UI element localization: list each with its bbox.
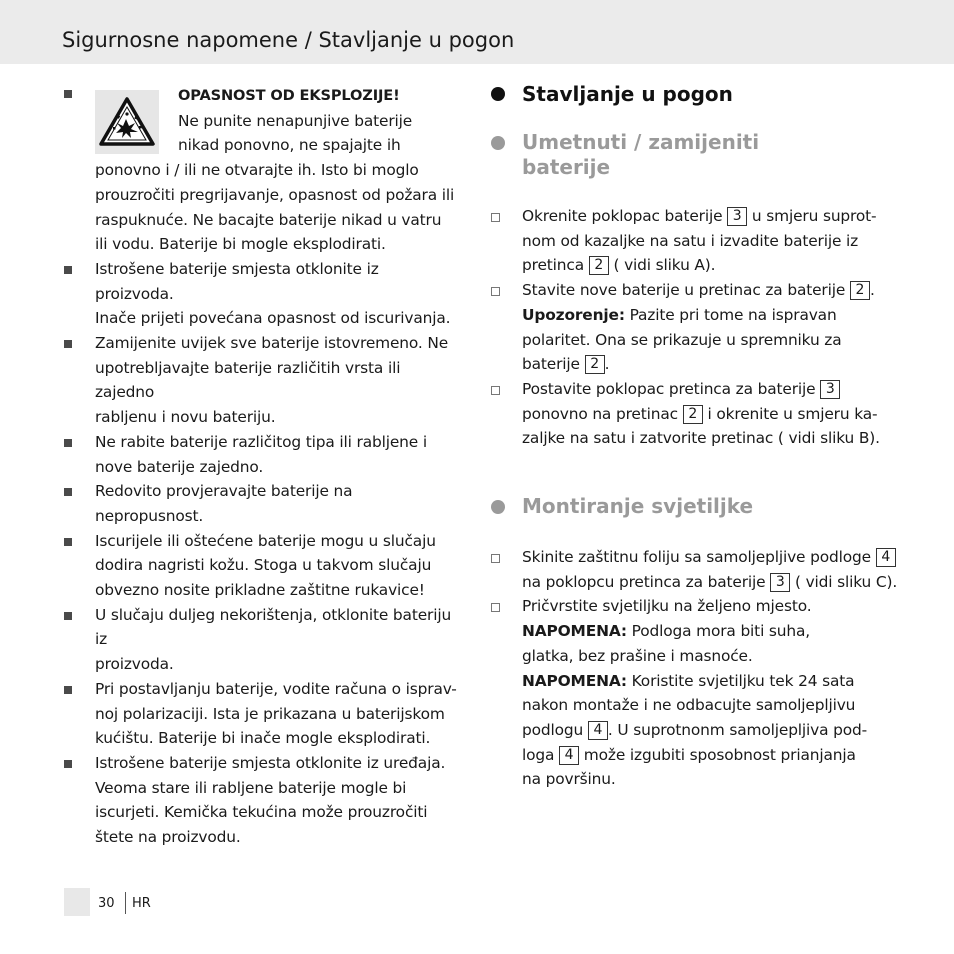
text-line: rabljenu i novu bateriju.	[95, 408, 276, 427]
safety-notes-column	[64, 84, 462, 850]
bullet-dot-icon	[491, 136, 505, 150]
heading-text: Umetnuti / zamijeniti	[522, 130, 760, 154]
checkbox-bullet-icon	[491, 386, 500, 395]
page-title: Sigurnosne napomene / Stavljanje u pogon	[62, 28, 515, 52]
note-label: NAPOMENA:	[522, 622, 627, 641]
safety-list-item	[64, 257, 462, 331]
safety-list-item	[64, 677, 462, 751]
heading-text: baterije	[522, 155, 611, 179]
text-run: ( vidi sliku A).	[613, 256, 716, 275]
part-ref: 4	[559, 746, 579, 765]
bullet-square-icon	[64, 266, 72, 274]
text-line: raspuknuće. Ne bacajte baterije nikad u vatru	[95, 210, 442, 229]
warning-text-rest	[95, 158, 462, 257]
text-run: Postavite poklopac pretinca za baterije	[522, 379, 816, 398]
text-line: Istrošene baterije smjesta otklonite iz uređaja.	[95, 753, 446, 772]
safety-list-item	[64, 529, 462, 603]
part-ref: 3	[820, 380, 840, 399]
text-line: glatka, bez prašine i masnoće.	[522, 646, 753, 665]
text-line	[522, 204, 900, 229]
page-header	[0, 0, 954, 64]
part-ref: 3	[727, 207, 747, 226]
checkbox-bullet-icon	[491, 554, 500, 563]
step-item	[490, 545, 900, 594]
text-run: Skinite zaštitnu foliju sa samoljepljive podloge	[522, 548, 871, 567]
text-line: Zamijenite uvijek sve baterije istovremeno. Ne	[95, 334, 449, 353]
bullet-square-icon	[64, 439, 72, 447]
bullet-square-icon	[64, 340, 72, 348]
text-line: iscurjeti. Kemička tekućina može prouzročiti	[95, 803, 428, 822]
text-line	[522, 545, 900, 570]
checkbox-bullet-icon	[491, 287, 500, 296]
text-line: nikad ponovno, ne spajajte ih	[178, 136, 401, 155]
text-line: U slučaju duljeg nekorištenja, otklonite bateriju iz	[95, 605, 452, 649]
main-section-heading	[490, 80, 900, 108]
text-line: nove baterije zajedno.	[95, 457, 264, 476]
text-line: Ne rabite baterije različitog tipa ili rabljene i	[95, 432, 427, 451]
text-line: Pri postavljanju baterije, vodite računa o isprav-	[95, 679, 457, 698]
text-line: nakon montaže i ne odbacujte samoljepljivu	[522, 696, 856, 715]
text-line	[522, 278, 900, 303]
heading-text: Stavljanje u pogon	[522, 82, 733, 106]
bullet-square-icon	[64, 538, 72, 546]
part-ref: 4	[876, 548, 896, 567]
text-run: Podloga mora biti suha,	[631, 622, 811, 641]
warning-text-top	[178, 109, 462, 158]
page-number: 30	[98, 896, 115, 911]
text-run: Pazite pri tome na ispravan	[629, 305, 837, 324]
text-line: štete na proizvodu.	[95, 828, 241, 847]
text-line: zaljke na satu i zatvorite pretinac ( vidi sliku B).	[522, 429, 880, 448]
text-line: prouzročiti pregrijavanje, opasnost od požara ili	[95, 185, 455, 204]
step-item	[490, 594, 900, 792]
text-line	[522, 352, 900, 377]
text-run: pretinca	[522, 256, 584, 275]
text-line	[522, 718, 900, 743]
text-line: Veoma stare ili rabljene baterije mogle bi	[95, 778, 407, 797]
text-run: Stavite nove baterije u pretinac za baterije	[522, 281, 846, 300]
text-line	[522, 570, 900, 595]
text-run: .	[604, 355, 610, 374]
text-line: na površinu.	[522, 770, 616, 789]
bullet-square-icon	[64, 612, 72, 620]
text-line: Ne punite nenapunjive baterije	[178, 111, 413, 130]
text-line: Iscurijele ili oštećene baterije mogu u slučaju	[95, 531, 436, 550]
text-run: u smjeru suprot-	[751, 207, 877, 225]
mounting-steps	[490, 545, 900, 792]
text-line: noj polarizaciji. Ista je prikazana u baterijskom	[95, 704, 445, 723]
text-line	[522, 303, 900, 328]
footer-divider	[125, 892, 126, 914]
safety-list-item	[64, 479, 462, 528]
text-line: ponovno i / ili ne otvarajte ih. Isto bi moglo	[95, 161, 419, 180]
text-run: može izgubiti sposobnost prianjanja	[583, 745, 856, 764]
text-line	[522, 743, 900, 768]
part-ref: 3	[770, 573, 790, 592]
text-line: obvezno nosite prikladne zaštitne rukavice!	[95, 581, 425, 600]
part-ref: 2	[683, 405, 703, 424]
language-code: HR	[132, 896, 151, 911]
text-run: Koristite svjetiljku tek 24 sata	[631, 671, 855, 690]
text-run: baterije	[522, 355, 580, 374]
part-ref: 2	[585, 355, 605, 374]
text-line: Istrošene baterije smjesta otklonite iz proizvoda.	[95, 259, 379, 303]
checkbox-bullet-icon	[491, 213, 500, 222]
safety-list-item	[64, 430, 462, 479]
explosion-warning-icon	[95, 90, 159, 154]
explosion-warning-block	[64, 84, 462, 257]
warning-heading: OPASNOST OD EKSPLOZIJE!	[178, 87, 400, 104]
bullet-square-icon	[64, 488, 72, 496]
commissioning-column	[490, 80, 900, 792]
text-line	[522, 669, 900, 694]
bullet-square-icon	[64, 90, 72, 98]
text-line: Inače prijeti povećana opasnost od iscurivanja.	[95, 309, 451, 328]
bullet-square-icon	[64, 686, 72, 694]
footer-page-marker	[64, 888, 90, 916]
text-line	[522, 253, 900, 278]
text-line	[522, 619, 900, 644]
warning-label: Upozorenje:	[522, 305, 625, 324]
text-run: loga	[522, 745, 555, 764]
bullet-square-icon	[64, 760, 72, 768]
step-item	[490, 204, 900, 278]
text-run: na poklopcu pretinca za baterije	[522, 572, 766, 591]
text-line: upotrebljavajte baterije različitih vrsta ili zajedno	[95, 358, 401, 402]
text-run: ( vidi sliku C).	[794, 572, 898, 591]
text-run: Okrenite poklopac baterije	[522, 207, 723, 225]
note-label: NAPOMENA:	[522, 671, 627, 690]
text-line: ili vodu. Baterije bi mogle eksplodirati.	[95, 235, 386, 254]
safety-list-item	[64, 603, 462, 677]
heading-text: Montiranje svjetiljke	[522, 494, 754, 519]
text-line: polaritet. Ona se prikazuje u spremniku za	[522, 330, 842, 349]
text-line	[522, 402, 900, 427]
text-line: Pričvrstite svjetiljku na željeno mjesto.	[522, 597, 812, 616]
text-run: ponovno na pretinac	[522, 404, 678, 423]
part-ref: 2	[589, 256, 609, 275]
text-line	[522, 377, 900, 402]
step-item	[490, 278, 900, 377]
bullet-dot-icon	[491, 87, 505, 101]
text-line: nom od kazaljke na satu i izvadite baterije iz	[522, 231, 859, 250]
text-line: kućištu. Baterije bi inače mogle eksplodirati.	[95, 729, 431, 748]
text-line: proizvoda.	[95, 655, 174, 674]
safety-list-item	[64, 331, 462, 430]
text-run: i okrenite u smjeru ka-	[707, 404, 878, 423]
text-line: dodira nagristi kožu. Stoga u takvom slučaju	[95, 556, 432, 575]
subsection-heading-mounting	[490, 494, 900, 519]
step-item	[490, 377, 900, 451]
text-run: .	[869, 281, 875, 300]
text-run: . U suprotnonm samoljepljiva pod-	[607, 720, 868, 739]
battery-steps	[490, 204, 900, 451]
text-run: podlogu	[522, 720, 584, 739]
bullet-dot-icon	[491, 500, 505, 514]
text-line: Redovito provjeravajte baterije na nepropusnost.	[95, 482, 353, 525]
checkbox-bullet-icon	[491, 603, 500, 612]
part-ref: 4	[588, 721, 608, 740]
safety-list-item	[64, 751, 462, 850]
subsection-heading-batteries	[490, 130, 900, 180]
part-ref: 2	[850, 281, 870, 300]
